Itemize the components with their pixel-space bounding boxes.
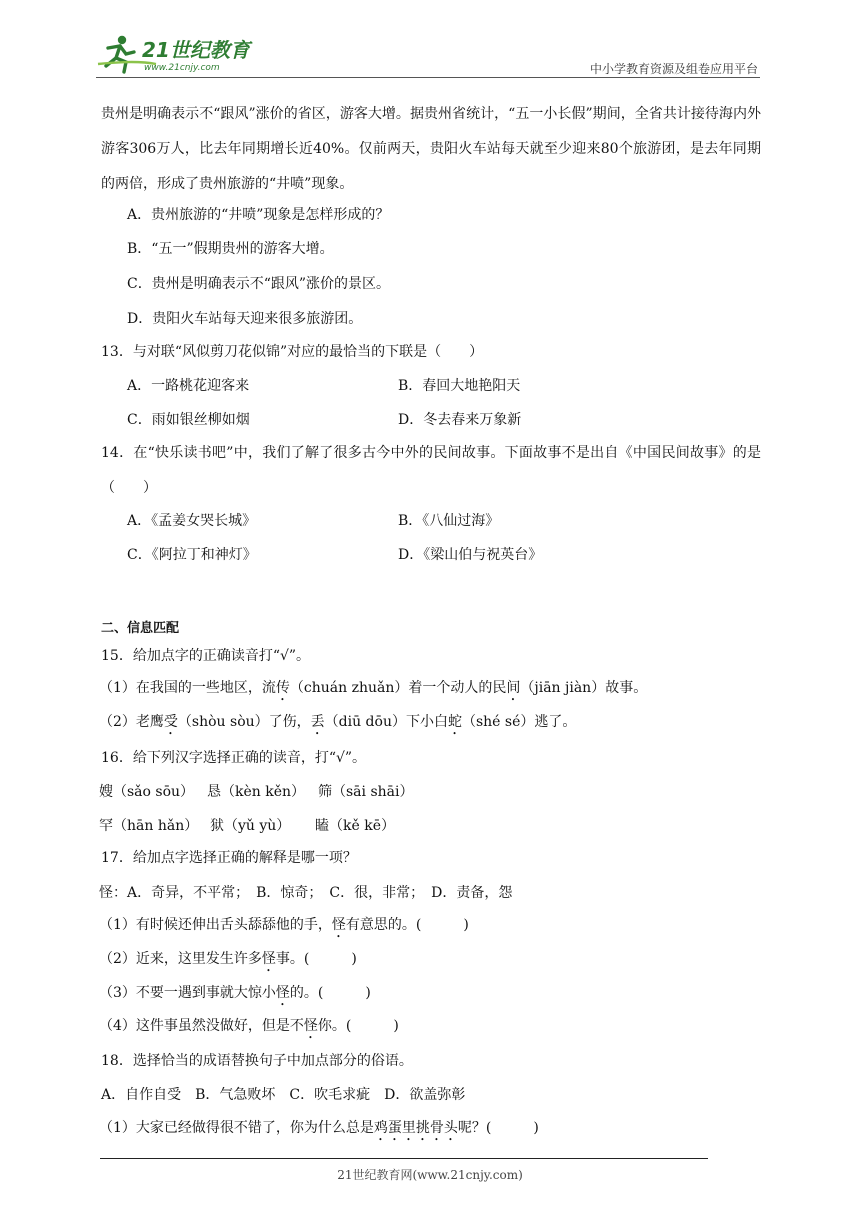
page-footer: 21世纪教育网(www.21cnjy.com) — [337, 1168, 523, 1182]
dotted-character: 传 — [275, 680, 290, 696]
dotted-character: 间 — [506, 680, 521, 696]
dotted-character: 蛇 — [447, 714, 462, 730]
question-18-stem: 18．选择恰当的成语替换句子中加点部分的俗语。 — [101, 1053, 413, 1069]
answer-blank: 事。( ) — [275, 951, 357, 967]
q14-option-b: B．《八仙过海》 — [398, 513, 500, 529]
q16-char-3: 筛（sāi shāi） — [318, 784, 414, 800]
q16-char-1: 嫂（sǎo sōu） — [99, 784, 195, 800]
q18-options: A．自作自受 B．气急败坏 C．吹毛求疵 D．欲盖弥彰 — [101, 1087, 466, 1103]
q13-option-b: B．春回大地艳阳天 — [398, 378, 521, 394]
pinyin-choice: （shòu sòu）了伤， — [177, 714, 311, 730]
q17-sentence-3 — [99, 984, 371, 1009]
text-segment: （2）老鹰 — [99, 714, 164, 730]
q15-item-2 — [99, 713, 576, 738]
text-segment: （2）近来，这里发生许多 — [99, 951, 262, 967]
q14-option-a: A．《孟姜女哭长城》 — [127, 513, 257, 529]
q17-sentence-2 — [99, 950, 357, 975]
q14-option-d: D．《梁山伯与祝英台》 — [398, 547, 543, 563]
passage-option-b: B．“五一”假期贵州的游客大增。 — [127, 241, 334, 257]
pinyin-choice: （jiān jiàn）故事。 — [520, 680, 648, 696]
section-2-title: 二、信息匹配 — [101, 621, 180, 636]
platform-name: 中小学教育资源及组卷应用平台 — [589, 62, 758, 76]
q17-sentence-1 — [99, 916, 469, 941]
q16-char-4: 罕（hān hǎn） — [99, 818, 199, 834]
answer-blank: 的。( ) — [289, 985, 371, 1001]
dotted-character: 怪 — [303, 1018, 318, 1034]
answer-blank: 呢？( ) — [457, 1120, 539, 1136]
question-17-stem: 17．给加点字选择正确的解释是哪一项？ — [101, 850, 357, 866]
q16-char-6: 瞌（kě kē） — [315, 818, 395, 834]
passage-option-c: C．贵州是明确表示不“跟风”涨价的景区。 — [127, 276, 391, 292]
reading-passage: 贵州是明确表示不“跟风”涨价的省区，游客大增。据贵州省统计，“五一小长假”期间，全省共计接待海内外游客306万人，比去年同期增长近40%。仅前两天，贵阳火车站每天就至少迎来80个旅游团，是去年同期的两倍，形成了贵州旅游的“井喷”现象。 — [101, 106, 761, 192]
text-segment: （3）不要一遇到事就大惊小 — [99, 985, 276, 1001]
passage-option-a: A．贵州旅游的“井喷”现象是怎样形成的？ — [127, 207, 390, 223]
header-divider — [96, 77, 760, 78]
q13-option-d: D．冬去春来万象新 — [398, 412, 522, 428]
q17-definitions: 怪：A．奇异，不平常； B．惊奇； C．很，非常； D．责备，怨 — [99, 885, 513, 901]
q16-char-5: 狱（yǔ yù） — [210, 818, 291, 834]
pinyin-choice: （shé sé）逃了。 — [461, 714, 577, 730]
text-segment: （4）这件事虽然没做好，但是不 — [99, 1018, 304, 1034]
footer-divider — [100, 1158, 708, 1159]
question-15-stem: 15．给加点字的正确读音打“√”。 — [101, 648, 311, 664]
dotted-phrase: 鸡蛋里挑骨头 — [373, 1120, 458, 1136]
q13-option-a: A．一路桃花迎客来 — [127, 378, 250, 394]
logo-url: www.21cnjy.com — [144, 63, 220, 73]
q16-char-2: 恳（kèn kěn） — [207, 784, 306, 800]
answer-blank: 你。( ) — [317, 1018, 399, 1034]
q15-item-1 — [99, 679, 647, 704]
dotted-character: 怪 — [261, 951, 276, 967]
answer-blank: 有意思的。( ) — [345, 917, 469, 933]
question-16-stem: 16．给下列汉字选择正确的读音，打“√”。 — [101, 750, 367, 766]
q13-option-c: C．雨如银丝柳如烟 — [127, 412, 250, 428]
question-14-stem: 14．在“快乐读书吧”中，我们了解了很多古今中外的民间故事。下面故事不是出自《中国民间故事》的是（ ） — [101, 445, 761, 496]
dotted-character: 怪 — [331, 917, 346, 933]
dotted-character: 丢 — [310, 714, 325, 730]
site-logo — [96, 34, 266, 74]
text-segment: （1）在我国的一些地区，流 — [99, 680, 276, 696]
pinyin-choice: （diū dōu）下小白 — [324, 714, 448, 730]
passage-option-d: D．贵阳火车站每天迎来很多旅游团。 — [127, 311, 363, 327]
pinyin-choice: （chuán zhuǎn）着一个动人的民 — [289, 680, 507, 696]
logo-text: 21世纪教育 — [142, 38, 250, 62]
dotted-character: 受 — [163, 714, 178, 730]
text-segment: （1）大家已经做得很不错了，你为什么总是 — [99, 1120, 374, 1136]
page-header — [96, 30, 760, 78]
q14-option-c: C．《阿拉丁和神灯》 — [127, 547, 257, 563]
q17-sentence-4 — [99, 1017, 399, 1042]
text-segment: （1）有时候还伸出舌头舔舔他的手， — [99, 917, 332, 933]
question-13-stem: 13．与对联“风似剪刀花似锦”对应的最恰当的下联是（ ） — [101, 344, 484, 360]
q18-sentence-1 — [99, 1119, 539, 1144]
dotted-character: 怪 — [275, 985, 290, 1001]
